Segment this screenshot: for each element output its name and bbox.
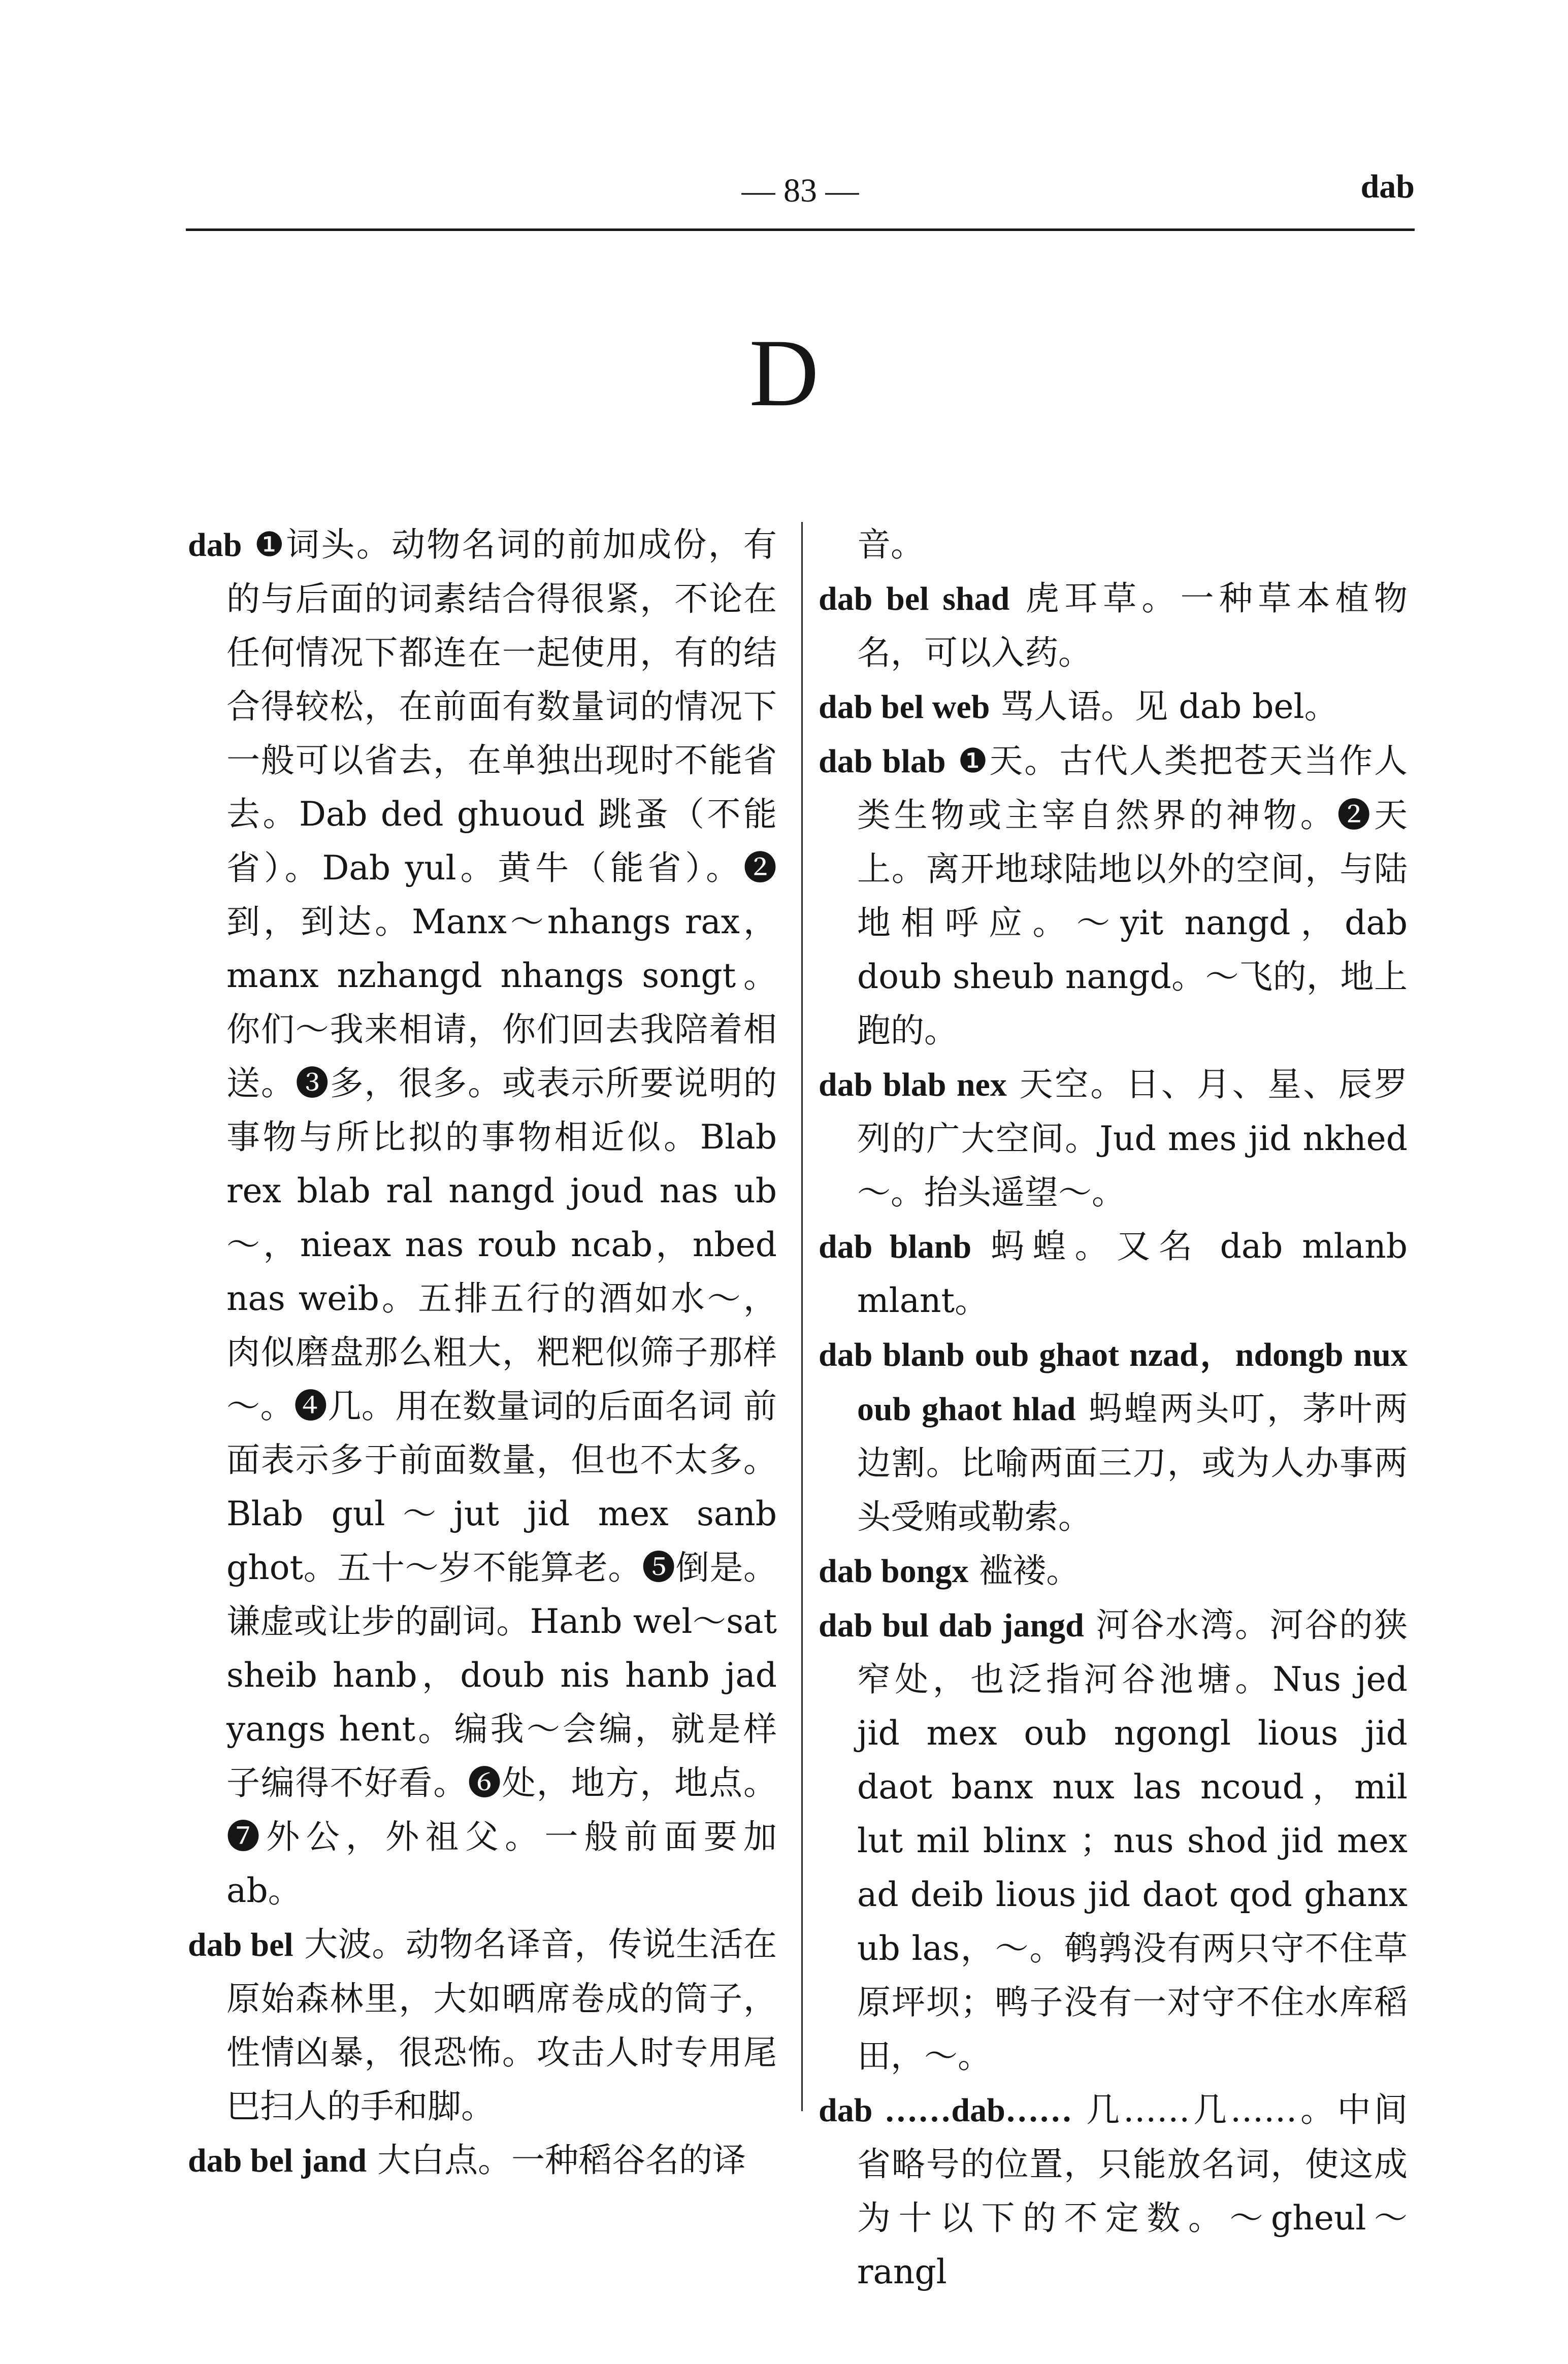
entry-definition: 天空。日、月、星、辰罗列的广大空间。Jud mes jid nkhed～。抬头遥望～。 xyxy=(857,1065,1408,1212)
dictionary-entry xyxy=(188,1918,777,2133)
entry-headword: dab bongx xyxy=(819,1553,969,1590)
entry-definition: ❶天。古代人类把苍天当作人类生物或主宰自然界的神物。❷天上。离开地球陆地以外的空间，与陆地相呼应。～yit nangd，dab doub sheub nangd。～飞的，地上跑的。 xyxy=(857,741,1408,1050)
dictionary-entry xyxy=(819,1598,1408,2083)
right-column xyxy=(819,518,1408,2299)
entry-headword: dab blanb xyxy=(819,1228,972,1265)
entry-headword: dab bel xyxy=(188,1926,293,1963)
dictionary-entry xyxy=(819,1544,1408,1598)
entry-headword: dab blab nex xyxy=(819,1066,1007,1103)
entry-continuation xyxy=(819,518,1408,572)
page-number: — 83 — xyxy=(741,172,859,209)
dictionary-entry xyxy=(819,734,1408,1058)
entry-definition: 骂人语。见 dab bel。 xyxy=(1000,687,1338,726)
entry-definition: 虎耳草。一种草本植物名，可以入药。 xyxy=(857,579,1408,672)
entry-definition: ❶词头。动物名词的前加成份，有的与后面的词素结合得很紧，不论在任何情况下都连在一起使用，有的结合得较松，在前面有数量词的情况下一般可以省去，在单独出现时不能省去。Dab ded ghuoud 跳蚤（不能省）。Dab yul。黄牛（能省）。❷到，到达。Manx～nhangs rax，manx nzhangd nhangs songt。你们～我来相请，你们回去我陪着相送。❸多，很多。或表示所要说明的事物与所比拟的事物相近似。Blab rex blab ral nangd joud nas ub～，nieax nas roub ncab，nbed nas weib。五排五行的酒如水～，肉似磨盘那么粗大，粑粑似筛子那样～。❹几。用在数量词的后面名词 前面表示多于前面数量，但也不太多。Blab gul～jut jid mex sanb ghot。五十～岁不能算老。❺倒是。谦虚或让步的副词。Hanb wel～sat sheib hanb，doub nis hanb jad yangs hent。编我～会编，就是样子编得不好看。❻处，地方，地点。❼外公，外祖父。一般前面要加 ab。 xyxy=(226,525,777,1910)
dictionary-entry xyxy=(819,572,1408,680)
entry-headword: dab blanb oub ghaot nzad，ndongb nux oub ghaot hlad xyxy=(819,1336,1408,1428)
left-column xyxy=(188,518,777,2188)
dictionary-entry xyxy=(188,518,777,1918)
dictionary-entry xyxy=(819,1220,1408,1328)
page-header xyxy=(186,162,1415,228)
entry-headword: dab bel jand xyxy=(188,2142,367,2179)
entry-headword: dab xyxy=(188,527,242,564)
entry-definition: 河谷水湾。河谷的狭窄处，也泛指河谷池塘。Nus jed jid mex oub ngongl lious jid daot banx nux las ncoud，mil lut mil blinx ；nus shod jid mex ad deib lious jid daot qod ghanx ub las，～。鹌鹑没有两只守不住草原坪坝；鸭子没有一对守不住水库稻田，～。 xyxy=(857,1605,1408,2076)
entry-headword: dab blab xyxy=(819,743,946,780)
entry-headword: dab bel shad xyxy=(819,580,1010,617)
entry-definition: 褴褛。 xyxy=(979,1551,1080,1590)
dictionary-entry xyxy=(819,1328,1408,1544)
header-rule xyxy=(186,228,1415,231)
section-letter: D xyxy=(749,320,819,426)
entry-headword: dab bel web xyxy=(819,688,990,726)
entry-definition: 音。 xyxy=(857,525,924,564)
dictionary-entry xyxy=(188,2133,777,2188)
entry-headword: dab ……dab…… xyxy=(819,2092,1072,2129)
dictionary-entry xyxy=(819,680,1408,734)
entry-definition: 蚂蝗。又名 dab mlanb mlant。 xyxy=(857,1227,1408,1320)
column-divider xyxy=(801,522,803,2111)
dictionary-entry xyxy=(819,2083,1408,2299)
entry-definition: 大波。动物名译音，传说生活在原始森林里，大如晒席卷成的筒子，性情凶暴，很恐怖。攻击人时专用尾巴扫人的手和脚。 xyxy=(226,1925,777,2126)
entry-headword: dab bul dab jangd xyxy=(819,1607,1084,1644)
running-head: dab xyxy=(1360,168,1415,205)
entry-definition: 大白点。一种稻谷名的译 xyxy=(377,2141,746,2180)
dictionary-entry xyxy=(819,1058,1408,1220)
entry-definition: 蚂蝗两头叮，茅叶两边割。比喻两面三刀，或为人办事两头受贿或勒索。 xyxy=(857,1389,1408,1536)
entry-definition: 几……几……。中间省略号的位置，只能放名词，使这成为十以下的不定数。～gheul～rangl xyxy=(857,2090,1408,2291)
